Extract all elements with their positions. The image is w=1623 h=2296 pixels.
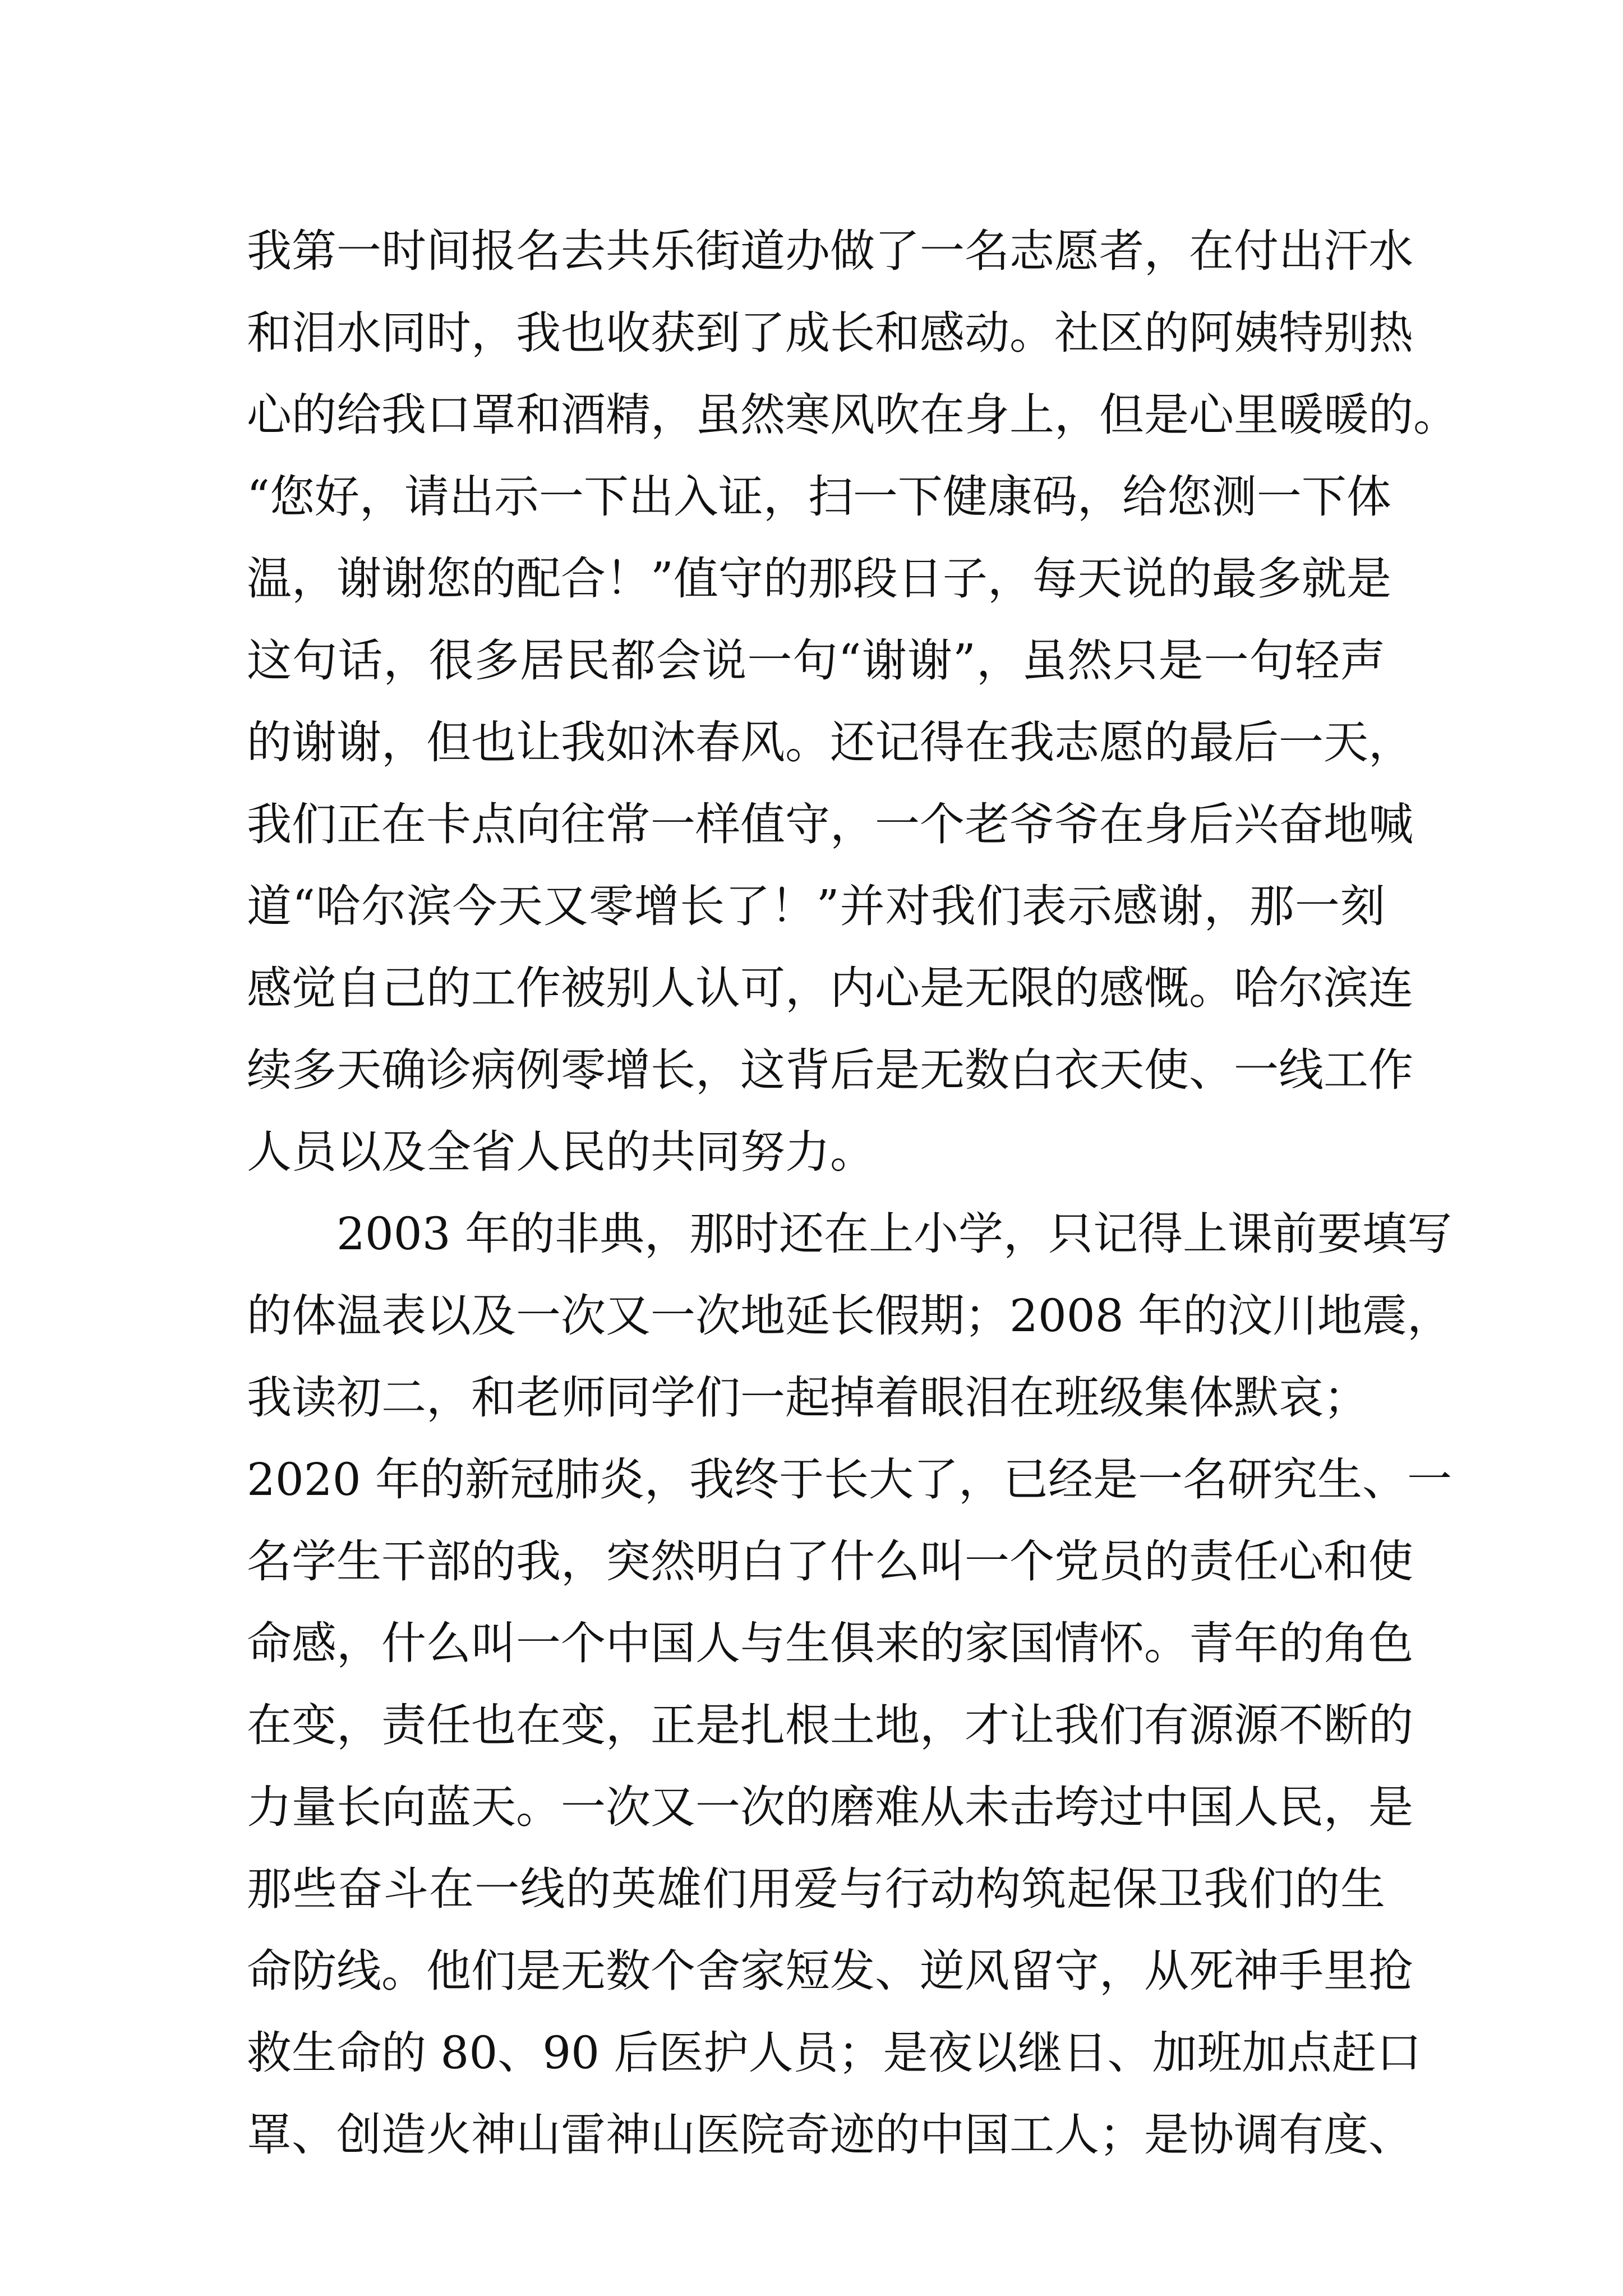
text-line: 感觉自己的工作被别人认可，内心是无限的感慨。哈尔滨连 bbox=[247, 962, 1413, 1014]
text-line: 那些奋斗在一线的英雄们用爱与行动构筑起保卫我们的生 bbox=[247, 1863, 1385, 1915]
text-line: 温，谢谢您的配合！”值守的那段日子，每天说的最多就是 bbox=[247, 553, 1391, 605]
text-line: 救生命的 80、90 后医护人员；是夜以继日、加班加点赶口 bbox=[247, 2027, 1422, 2079]
text-line: 2020 年的新冠肺炎，我终于长大了，已经是一名研究生、一 bbox=[247, 1453, 1453, 1506]
text-line: 的谢谢，但也让我如沐春风。还记得在我志愿的最后一天， bbox=[247, 716, 1413, 769]
text-line: 和泪水同时，我也收获到了成长和感动。社区的阿姨特别热 bbox=[247, 307, 1413, 359]
paragraph-1 bbox=[247, 210, 1458, 1193]
text-line: 命防线。他们是无数个舍家短发、逆风留守，从死神手里抢 bbox=[247, 1945, 1413, 1997]
text-line: 命感，什么叫一个中国人与生俱来的家国情怀。青年的角色 bbox=[247, 1617, 1413, 1669]
text-line: 心的给我口罩和酒精，虽然寒风吹在身上，但是心里暖暖的。 bbox=[247, 389, 1458, 441]
text-line: 2003 年的非典，那时还在上小学，只记得上课前要填写 bbox=[247, 1208, 1453, 1260]
text-line: 罩、创造火神山雷神山医院奇迹的中国工人；是协调有度、 bbox=[247, 2109, 1413, 2161]
paragraph-2 bbox=[247, 1193, 1453, 2176]
text-line: 我们正在卡点向往常一样值守，一个老爷爷在身后兴奋地喊 bbox=[247, 798, 1413, 850]
text-line: 人员以及全省人民的共同努力。 bbox=[247, 1126, 875, 1178]
text-line: 续多天确诊病例零增长，这背后是无数白衣天使、一线工作 bbox=[247, 1044, 1413, 1096]
text-line: 在变，责任也在变，正是扎根土地，才让我们有源源不断的 bbox=[247, 1699, 1413, 1751]
text-line: 这句话，很多居民都会说一句“谢谢”，虽然只是一句轻声 bbox=[247, 634, 1385, 687]
text-line: 我读初二，和老师同学们一起掉着眼泪在班级集体默哀； bbox=[247, 1372, 1368, 1424]
text-line: “您好，请出示一下出入证，扫一下健康码，给您测一下体 bbox=[247, 471, 1391, 523]
text-line: 力量长向蓝天。一次又一次的磨难从未击垮过中国人民，是 bbox=[247, 1781, 1413, 1833]
body-text bbox=[247, 210, 1458, 2176]
text-line: 的体温表以及一次又一次地延长假期；2008 年的汶川地震， bbox=[247, 1290, 1453, 1342]
text-line: 我第一时间报名去共乐街道办做了一名志愿者，在付出汗水 bbox=[247, 225, 1413, 277]
text-line: 道“哈尔滨今天又零增长了！”并对我们表示感谢，那一刻 bbox=[247, 880, 1385, 932]
text-line: 名学生干部的我，突然明白了什么叫一个党员的责任心和使 bbox=[247, 1535, 1413, 1588]
